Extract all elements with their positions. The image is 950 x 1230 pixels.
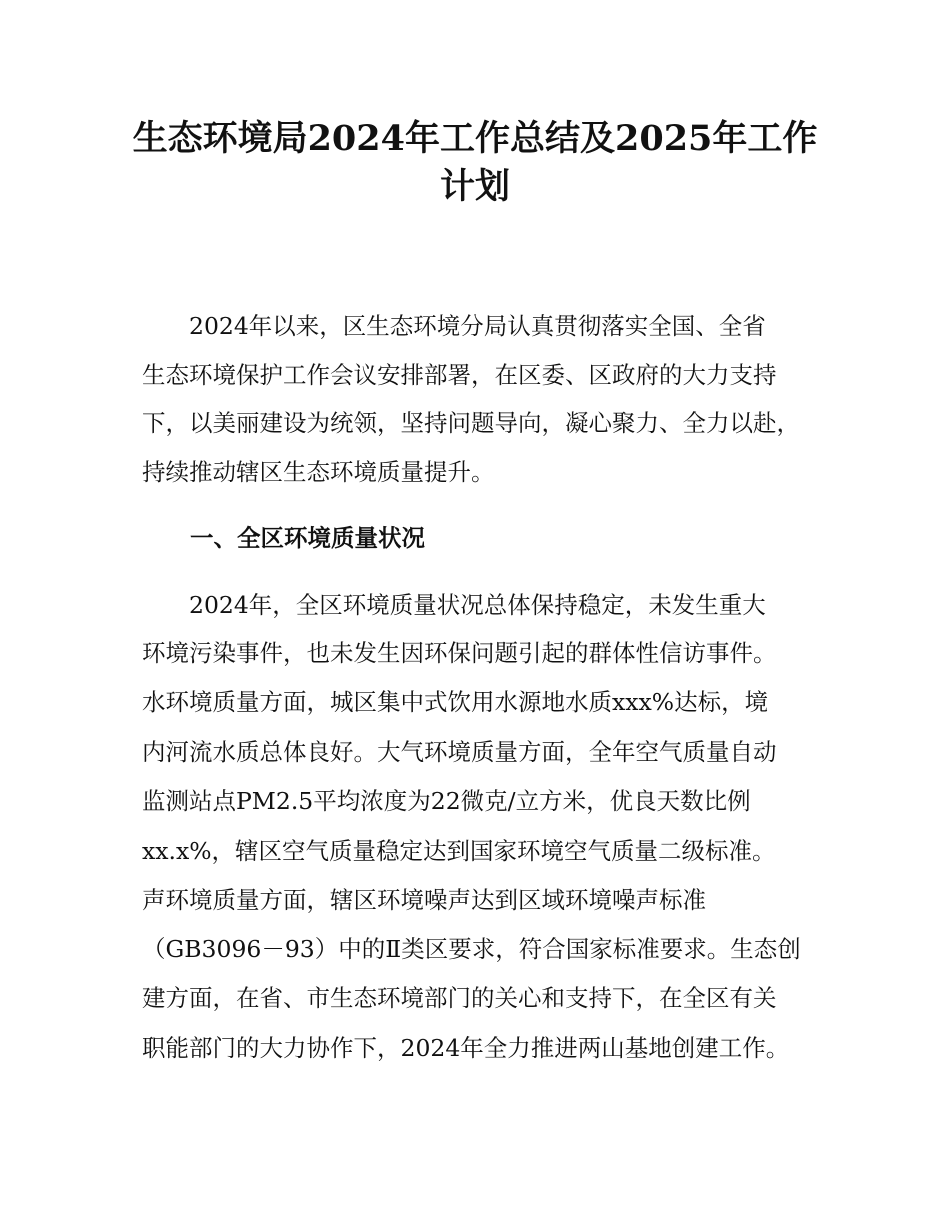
- intro-line-3: 下，以美丽建设为统领，坚持问题导向，凝心聚力、全力以赴，: [142, 409, 800, 437]
- section1-line-8: （GB3096－93）中的Ⅱ类区要求，符合国家标准要求。生态创: [142, 935, 801, 963]
- document-title-line-2: 计划: [439, 166, 510, 207]
- section1-line-7: 声环境质量方面，辖区环境噪声达到区域环境噪声标准: [142, 886, 706, 914]
- section1-line-1: 2024年，全区环境质量状况总体保持稳定，未发生重大: [189, 591, 766, 619]
- section1-line-2: 环境污染事件，也未发生因环保问题引起的群体性信访事件。: [142, 639, 777, 667]
- section1-line-4: 内河流水质总体良好。大气环境质量方面，全年空气质量自动: [142, 738, 777, 766]
- section1-line-10: 职能部门的大力协作下，2024年全力推进两山基地创建工作。: [142, 1034, 790, 1062]
- section-heading: 一、全区环境质量状况: [190, 524, 425, 552]
- section1-line-5: 监测站点PM2.5平均浓度为22微克/立方米，优良天数比例: [142, 787, 751, 815]
- intro-line-1: 2024年以来，区生态环境分局认真贯彻落实全国、全省: [189, 312, 766, 340]
- document-title-line-1: 生态环境局2024年工作总结及2025年工作: [132, 118, 818, 159]
- section1-line-3: 水环境质量方面，城区集中式饮用水源地水质xxx%达标，境: [142, 688, 769, 716]
- intro-line-2: 生态环境保护工作会议安排部署，在区委、区政府的大力支持: [142, 361, 777, 389]
- intro-line-4: 持续推动辖区生态环境质量提升。: [142, 458, 495, 486]
- section1-line-9: 建方面，在省、市生态环境部门的关心和支持下，在全区有关: [142, 984, 777, 1012]
- section1-line-6: xx.x%，辖区空气质量稳定达到国家环境空气质量二级标准。: [142, 837, 776, 865]
